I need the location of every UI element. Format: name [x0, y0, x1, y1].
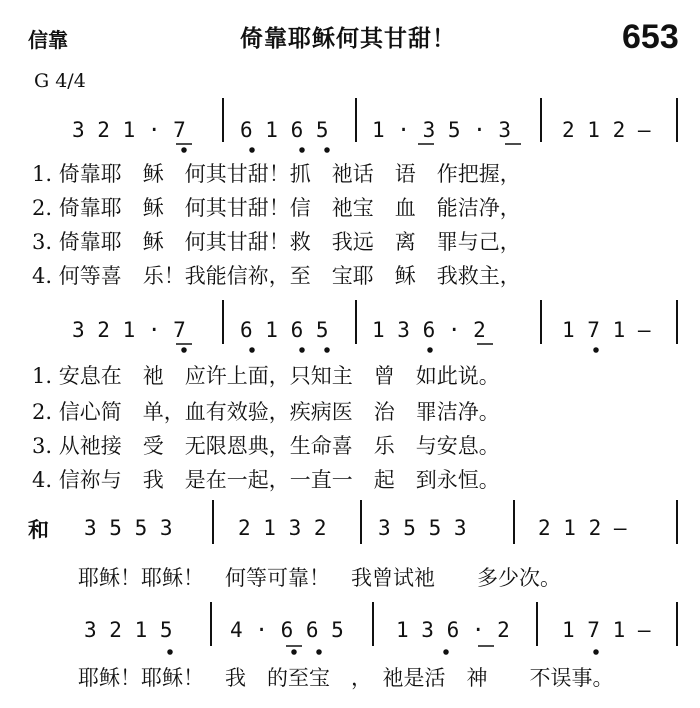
low-octave-dot [594, 650, 598, 654]
low-octave-dot [182, 148, 186, 152]
low-octave-dot [250, 348, 254, 352]
measure: 3 5 5 3 [378, 516, 467, 540]
lyric-line: 2. 倚靠耶 稣 何其甘甜！信 祂宝 血 能洁净， [32, 196, 521, 220]
measure: 3 2 1 5 [84, 618, 173, 642]
measure: 1 7 1 — [562, 318, 651, 342]
key-signature: G 4/4 [34, 70, 86, 92]
measure: 4 · 6 6 5 [230, 618, 344, 642]
low-octave-dot [594, 348, 598, 352]
low-octave-dot [444, 650, 448, 654]
lyric-line: 1. 安息在 祂 应许上面，只知主 曾 如此说。 [32, 364, 500, 388]
measure: 1 3 6 · 2 [372, 318, 486, 342]
low-octave-dot [317, 650, 321, 654]
chorus-lyric-line: 耶稣！耶稣！ 我 的至宝 ， 祂是活 神 不误事。 [78, 666, 614, 690]
measure: 1 7 1 — [562, 618, 651, 642]
measure: 6 1 6 5 [240, 118, 329, 142]
low-octave-dot [300, 348, 304, 352]
low-octave-dot [168, 650, 172, 654]
measure: 3 5 5 3 [84, 516, 173, 540]
lyric-line: 2. 信心简 单，血有效验，疾病医 治 罪洁净。 [32, 400, 500, 424]
measure: 2 1 3 2 [238, 516, 327, 540]
category-label: 信靠 [28, 28, 68, 52]
measure: 3 2 1 · 7 [72, 318, 186, 342]
low-octave-dot [182, 348, 186, 352]
measure: 1 3 6 · 2 [396, 618, 510, 642]
measure: 3 2 1 · 7 [72, 118, 186, 142]
lyric-line: 4. 信祢与 我 是在一起，一直一 起 到永恒。 [32, 468, 500, 492]
low-octave-dot [300, 148, 304, 152]
lyric-line: 1. 倚靠耶 稣 何其甘甜！抓 祂话 语 作把握， [32, 162, 521, 186]
chorus-lyric-line: 耶稣！耶稣！ 何等可靠！ 我曾试祂 多少次。 [78, 566, 561, 590]
low-octave-dot [325, 148, 329, 152]
low-octave-dot [325, 348, 329, 352]
measure: 1 · 3 5 · 3 [372, 118, 512, 142]
low-octave-dot [250, 148, 254, 152]
lyric-line: 3. 从祂接 受 无限恩典，生命喜 乐 与安息。 [32, 434, 500, 458]
lyric-line: 4. 何等喜 乐！我能信祢，至 宝耶 稣 我救主， [32, 264, 521, 288]
lyric-line: 3. 倚靠耶 稣 何其甘甜！救 我远 离 罪与己， [32, 230, 521, 254]
measure: 6 1 6 5 [240, 318, 329, 342]
hymn-number: 653 [622, 18, 679, 56]
low-octave-dot [428, 348, 432, 352]
chorus-label: 和 [28, 518, 49, 542]
hymn-title: 倚靠耶稣何其甘甜！ [240, 26, 456, 52]
measure: 2 1 2 — [538, 516, 627, 540]
low-octave-dot [292, 650, 296, 654]
measure: 2 1 2 — [562, 118, 651, 142]
